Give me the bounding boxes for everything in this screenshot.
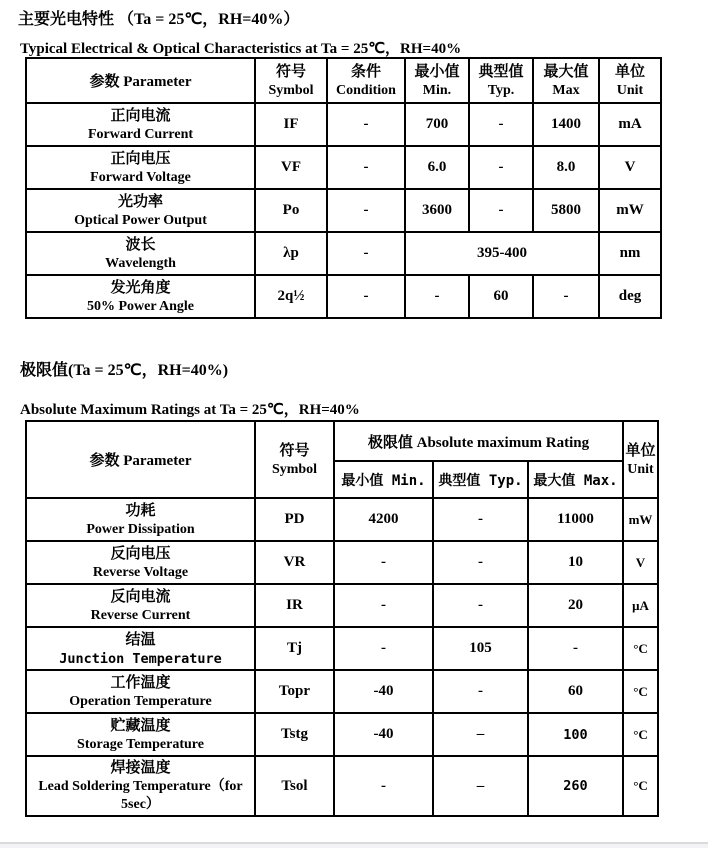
max-cell: 1400 bbox=[533, 103, 599, 146]
symbol-cell: VR bbox=[255, 541, 334, 584]
col-header-max: 最大值 Max bbox=[533, 58, 599, 103]
min-cell: 4200 bbox=[334, 498, 433, 541]
param-cell: 反向电压 Reverse Voltage bbox=[26, 541, 255, 584]
table-header-row bbox=[26, 58, 661, 103]
symbol-cell: IR bbox=[255, 584, 334, 627]
typ-cell: - bbox=[433, 584, 528, 627]
col-header-parameter: 参数 Parameter bbox=[26, 58, 255, 103]
symbol-cell: Tj bbox=[255, 627, 334, 670]
param-cell: 波长 Wavelength bbox=[26, 232, 255, 275]
typ-cell: – bbox=[433, 713, 528, 756]
table-header-row bbox=[26, 421, 658, 461]
table-row bbox=[26, 713, 658, 756]
max-cell: 60 bbox=[528, 670, 623, 713]
unit-cell: deg bbox=[599, 275, 661, 318]
table-row bbox=[26, 103, 661, 146]
table-row bbox=[26, 627, 658, 670]
unit-cell: °C bbox=[623, 627, 658, 670]
param-cell: 光功率 Optical Power Output bbox=[26, 189, 255, 232]
max-cell: - bbox=[533, 275, 599, 318]
typ-cell: - bbox=[433, 498, 528, 541]
symbol-cell: Tstg bbox=[255, 713, 334, 756]
page-bottom-edge bbox=[0, 844, 708, 848]
max-cell: - bbox=[528, 627, 623, 670]
unit-cell: mW bbox=[623, 498, 658, 541]
param-cell: 反向电流 Reverse Current bbox=[26, 584, 255, 627]
table-row bbox=[26, 670, 658, 713]
table-row bbox=[26, 584, 658, 627]
table-row bbox=[26, 541, 658, 584]
param-cell: 发光角度 50% Power Angle bbox=[26, 275, 255, 318]
table-row bbox=[26, 498, 658, 541]
min-cell: 3600 bbox=[405, 189, 469, 232]
symbol-cell: Tsol bbox=[255, 756, 334, 816]
absolute-maximum-ratings-table bbox=[25, 420, 659, 817]
max-cell: 260 bbox=[528, 756, 623, 816]
min-cell: - bbox=[334, 756, 433, 816]
symbol-cell: IF bbox=[255, 103, 327, 146]
min-cell: -40 bbox=[334, 670, 433, 713]
unit-cell: mW bbox=[599, 189, 661, 232]
max-cell: 20 bbox=[528, 584, 623, 627]
unit-cell: °C bbox=[623, 670, 658, 713]
param-cell: 功耗 Power Dissipation bbox=[26, 498, 255, 541]
typ-cell: 60 bbox=[469, 275, 533, 318]
min-cell: 6.0 bbox=[405, 146, 469, 189]
unit-cell: °C bbox=[623, 756, 658, 816]
typ-cell: 105 bbox=[433, 627, 528, 670]
col-header-symbol: 符号 Symbol bbox=[255, 58, 327, 103]
col-header-parameter: 参数 Parameter bbox=[26, 421, 255, 498]
param-cell: 正向电压 Forward Voltage bbox=[26, 146, 255, 189]
table-row bbox=[26, 146, 661, 189]
typ-cell: - bbox=[433, 670, 528, 713]
min-cell: - bbox=[334, 627, 433, 670]
col-header-min: 最小值 Min. bbox=[334, 461, 433, 498]
section2-heading-zh: 极限值(Ta = 25℃，RH=40%) bbox=[20, 362, 229, 379]
unit-cell: nm bbox=[599, 232, 661, 275]
min-cell: -40 bbox=[334, 713, 433, 756]
param-cell: 工作温度 Operation Temperature bbox=[26, 670, 255, 713]
unit-cell: mA bbox=[599, 103, 661, 146]
condition-cell: - bbox=[327, 189, 405, 232]
max-cell: 5800 bbox=[533, 189, 599, 232]
condition-cell: - bbox=[327, 103, 405, 146]
unit-cell: V bbox=[623, 541, 658, 584]
col-header-unit: 单位 Unit bbox=[623, 421, 658, 498]
table-row bbox=[26, 275, 661, 318]
min-cell: 700 bbox=[405, 103, 469, 146]
section1-title-en: Typical Electrical & Optical Characteristics at Ta = 25℃，RH=40% bbox=[20, 41, 462, 57]
min-cell: - bbox=[334, 541, 433, 584]
param-cell: 结温 Junction Temperature bbox=[26, 627, 255, 670]
section1-heading-zh: 主要光电特性 （Ta = 25℃，RH=40%） bbox=[18, 11, 300, 28]
symbol-cell: λp bbox=[255, 232, 327, 275]
col-header-group-rating: 极限值 Absolute maximum Rating bbox=[334, 421, 623, 461]
table-row bbox=[26, 756, 658, 816]
symbol-cell: PD bbox=[255, 498, 334, 541]
section2-title-en: Absolute Maximum Ratings at Ta = 25℃，RH=40% bbox=[20, 402, 360, 418]
min-cell: - bbox=[405, 275, 469, 318]
electrical-optical-table bbox=[25, 57, 662, 319]
param-cell: 贮藏温度 Storage Temperature bbox=[26, 713, 255, 756]
col-header-max: 最大值 Max. bbox=[528, 461, 623, 498]
param-cell: 正向电流 Forward Current bbox=[26, 103, 255, 146]
unit-cell: V bbox=[599, 146, 661, 189]
max-cell: 11000 bbox=[528, 498, 623, 541]
max-cell: 10 bbox=[528, 541, 623, 584]
typ-cell: - bbox=[469, 189, 533, 232]
table-row bbox=[26, 189, 661, 232]
symbol-cell: Topr bbox=[255, 670, 334, 713]
col-header-typ: 典型值 Typ. bbox=[433, 461, 528, 498]
param-cell: 焊接温度 Lead Soldering Temperature（for 5sec） bbox=[26, 756, 255, 816]
typ-cell: - bbox=[469, 146, 533, 189]
col-header-symbol: 符号 Symbol bbox=[255, 421, 334, 498]
min-cell: - bbox=[334, 584, 433, 627]
condition-cell: - bbox=[327, 146, 405, 189]
unit-cell: μA bbox=[623, 584, 658, 627]
max-cell: 8.0 bbox=[533, 146, 599, 189]
condition-cell: - bbox=[327, 232, 405, 275]
max-cell: 100 bbox=[528, 713, 623, 756]
range-cell: 395-400 bbox=[405, 232, 599, 275]
col-header-unit: 单位 Unit bbox=[599, 58, 661, 103]
col-header-min: 最小值 Min. bbox=[405, 58, 469, 103]
col-header-typ: 典型值 Typ. bbox=[469, 58, 533, 103]
unit-cell: °C bbox=[623, 713, 658, 756]
typ-cell: - bbox=[469, 103, 533, 146]
typ-cell: – bbox=[433, 756, 528, 816]
col-header-condition: 条件 Condition bbox=[327, 58, 405, 103]
symbol-cell: Po bbox=[255, 189, 327, 232]
table-row bbox=[26, 232, 661, 275]
symbol-cell: 2q½ bbox=[255, 275, 327, 318]
condition-cell: - bbox=[327, 275, 405, 318]
symbol-cell: VF bbox=[255, 146, 327, 189]
typ-cell: - bbox=[433, 541, 528, 584]
